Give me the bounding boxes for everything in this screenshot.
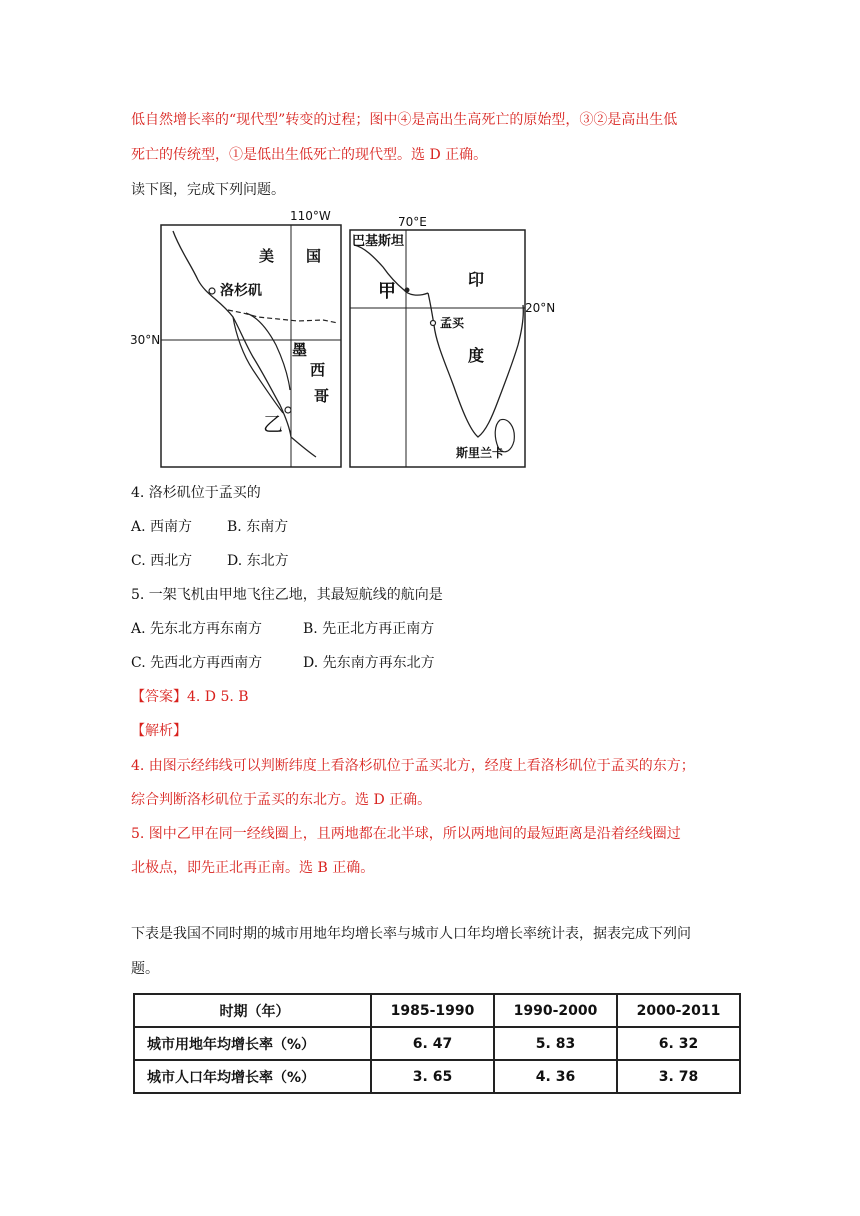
- point-jia-marker: [405, 288, 410, 293]
- answer-line: [131, 687, 249, 707]
- explanation-line-2: 死亡的传统型，①是低出生低死亡的现代型。选 D 正确。: [131, 147, 488, 163]
- q4-option-d: D. 东北方: [227, 553, 289, 569]
- table-cell: 4. 36: [494, 1060, 617, 1093]
- q5-options-row1: [131, 619, 434, 639]
- los-angeles-marker: [209, 288, 215, 294]
- table-header-col-2: 1990-2000: [494, 994, 617, 1027]
- table-cell: 6. 47: [371, 1027, 494, 1060]
- los-angeles-label: 洛杉矶: [220, 283, 262, 299]
- table-cell: 3. 65: [371, 1060, 494, 1093]
- point-yi-label: 乙: [263, 412, 283, 436]
- mumbai-label: 孟买: [440, 316, 465, 330]
- map-intro: 读下图，完成下列问题。: [131, 182, 285, 198]
- q5-option-c: C. 先西北方再西南方: [131, 655, 263, 671]
- answer-text: 4. D 5. B: [187, 689, 249, 705]
- table-cell: 6. 32: [617, 1027, 740, 1060]
- table-header-period: 时期（年）: [134, 994, 371, 1027]
- mexico-label-3: 哥: [314, 387, 330, 405]
- table-intro-line-2: 题。: [131, 961, 159, 977]
- table-header-col-1: 1985-1990: [371, 994, 494, 1027]
- right-map: [350, 215, 555, 467]
- south-coast: [291, 437, 316, 457]
- lat-30n-label: 30°N: [130, 333, 161, 347]
- q4-option-a: A. 西南方: [131, 519, 193, 535]
- maps-figure: [128, 205, 556, 475]
- gulf-coast: [246, 313, 290, 390]
- q5-options-row2: [131, 653, 435, 673]
- mexico-label-2: 西: [310, 361, 326, 379]
- explanation-line-1: 低自然增长率的“现代型”转变的过程；图中④是高出生高死亡的原始型，③②是高出生低: [131, 112, 678, 128]
- table-header-row: [134, 994, 740, 1027]
- q4-options-row2: [131, 551, 289, 571]
- table-header-col-3: 2000-2011: [617, 994, 740, 1027]
- lon-70e-label: 70°E: [398, 215, 427, 229]
- growth-rate-table: [133, 993, 741, 1094]
- table-intro-line-1: 下表是我国不同时期的城市用地年均增长率与城市人口年均增长率统计表，据表完成下列问: [131, 926, 691, 942]
- mumbai-marker: [431, 321, 436, 326]
- usa-label-2: 国: [306, 247, 322, 265]
- point-jia-label: 甲: [378, 281, 396, 302]
- analysis-label: 【解析】: [131, 723, 187, 739]
- q4-option-c: C. 西北方: [131, 553, 193, 569]
- mexico-label-1: 墨: [292, 341, 308, 359]
- q5-option-d: D. 先东南方再东北方: [303, 655, 435, 671]
- q5-option-a: A. 先东北方再东南方: [131, 621, 263, 637]
- us-mexico-border: [228, 310, 338, 323]
- q4-option-b: B. 东南方: [227, 519, 289, 535]
- q4-stem: 4. 洛杉矶位于孟买的: [131, 485, 261, 501]
- pakistan-label: 巴基斯坦: [352, 234, 405, 249]
- table-row: [134, 1060, 740, 1093]
- q5-stem: 5. 一架飞机由甲地飞往乙地，其最短航线的航向是: [131, 587, 443, 603]
- lon-110w-label: 110°W: [290, 209, 331, 223]
- left-map: [130, 209, 341, 467]
- table-cell: 3. 78: [617, 1060, 740, 1093]
- table-row: [134, 1027, 740, 1060]
- answer-label: 【答案】: [131, 689, 187, 705]
- q4-options-row1: [131, 517, 288, 537]
- table-row-label: 城市人口年均增长率（%）: [134, 1060, 371, 1093]
- lat-20n-label: 20°N: [525, 301, 556, 315]
- table-row-label: 城市用地年均增长率（%）: [134, 1027, 371, 1060]
- india-coastline: [428, 293, 523, 437]
- right-map-frame: [350, 230, 525, 467]
- analysis-4-line-2: 综合判断洛杉矶位于孟买的东北方。选 D 正确。: [131, 792, 432, 808]
- table-cell: 5. 83: [494, 1027, 617, 1060]
- analysis-5-line-1: 5. 图中乙甲在同一经线圈上，且两地都在北半球，所以两地间的最短距离是沿着经线圈过: [131, 826, 681, 842]
- analysis-5-line-2: 北极点，即先正北再正南。选 B 正确。: [131, 860, 375, 876]
- india-label-1: 印: [468, 270, 485, 289]
- q5-option-b: B. 先正北方再正南方: [303, 621, 435, 637]
- sri-lanka-label: 斯里兰卡: [456, 446, 505, 460]
- analysis-4-line-1: 4. 由图示经纬线可以判断纬度上看洛杉矶位于孟买北方，经度上看洛杉矶位于孟买的东方；: [131, 758, 695, 774]
- india-label-2: 度: [468, 346, 485, 365]
- point-yi-marker: [285, 407, 291, 413]
- usa-label-1: 美: [259, 247, 275, 265]
